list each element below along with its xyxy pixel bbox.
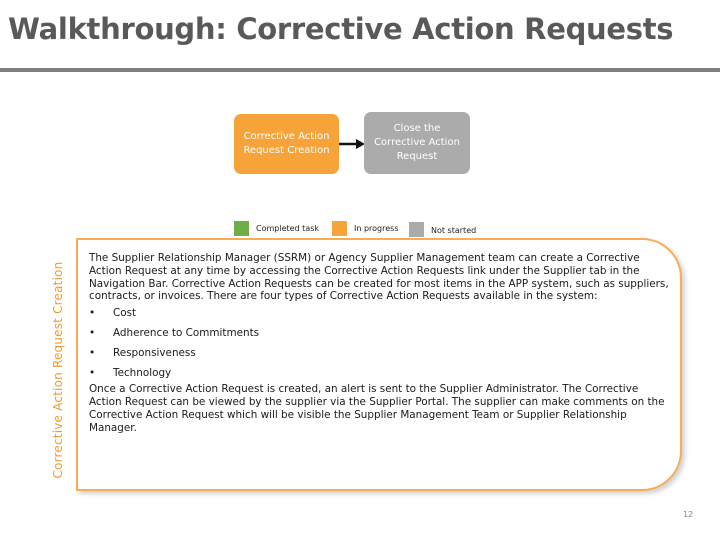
intro-paragraph: The Supplier Relationship Manager (SSRM) or Agency Supplier Management team can create a Corrective Action Request at any time by accessing the Corrective Action Requests link under the Supplier tab in the Navigation Bar. Corrective Action Requests can be created for most items in the APP system, such as suppliers, contracts, or invoices. There are four types of Corrective Action Requests available in the system: xyxy=(89,252,669,303)
page-title: Walkthrough: Corrective Action Requests xyxy=(8,12,674,46)
side-section-label: Corrective Action Request Creation xyxy=(51,261,65,479)
flow-step-create xyxy=(234,114,339,174)
list-item-label: Cost xyxy=(113,307,137,320)
legend-completed-swatch xyxy=(234,221,249,236)
legend-completed-label: Completed task xyxy=(256,224,320,233)
request-types-list xyxy=(89,303,669,383)
bullet-icon: • xyxy=(89,327,96,340)
list-item xyxy=(89,303,669,323)
list-item xyxy=(89,323,669,343)
list-item xyxy=(89,363,669,383)
list-item-label: Responsiveness xyxy=(113,347,196,360)
legend-in-progress-swatch xyxy=(332,221,347,236)
page-number: 12 xyxy=(683,510,694,519)
bullet-icon: • xyxy=(89,307,96,320)
flow-arrow-icon xyxy=(339,137,365,151)
flow-step-close-label: Close the Corrective Action Request xyxy=(374,123,460,162)
legend-not-started-swatch xyxy=(409,222,424,237)
legend-not-started-label: Not started xyxy=(431,226,477,235)
flow-step-create-label: Corrective Action Request Creation xyxy=(243,131,330,156)
flow-step-close xyxy=(364,112,470,174)
list-item xyxy=(89,343,669,363)
list-item-label: Technology xyxy=(113,367,172,380)
legend-in-progress-label: In progress xyxy=(354,224,399,233)
title-divider xyxy=(0,68,720,72)
content-body xyxy=(89,252,669,434)
list-item-label: Adherence to Commitments xyxy=(113,327,260,340)
outro-paragraph: Once a Corrective Action Request is created, an alert is sent to the Supplier Administrator. The Corrective Action Request can be viewed by the supplier via the Supplier Portal. The supplier can make comments on the Corrective Action Request which will be visible the Supplier Management Team or Supplier Relationship Manager. xyxy=(89,383,665,434)
bullet-icon: • xyxy=(89,367,96,380)
bullet-icon: • xyxy=(89,347,96,360)
